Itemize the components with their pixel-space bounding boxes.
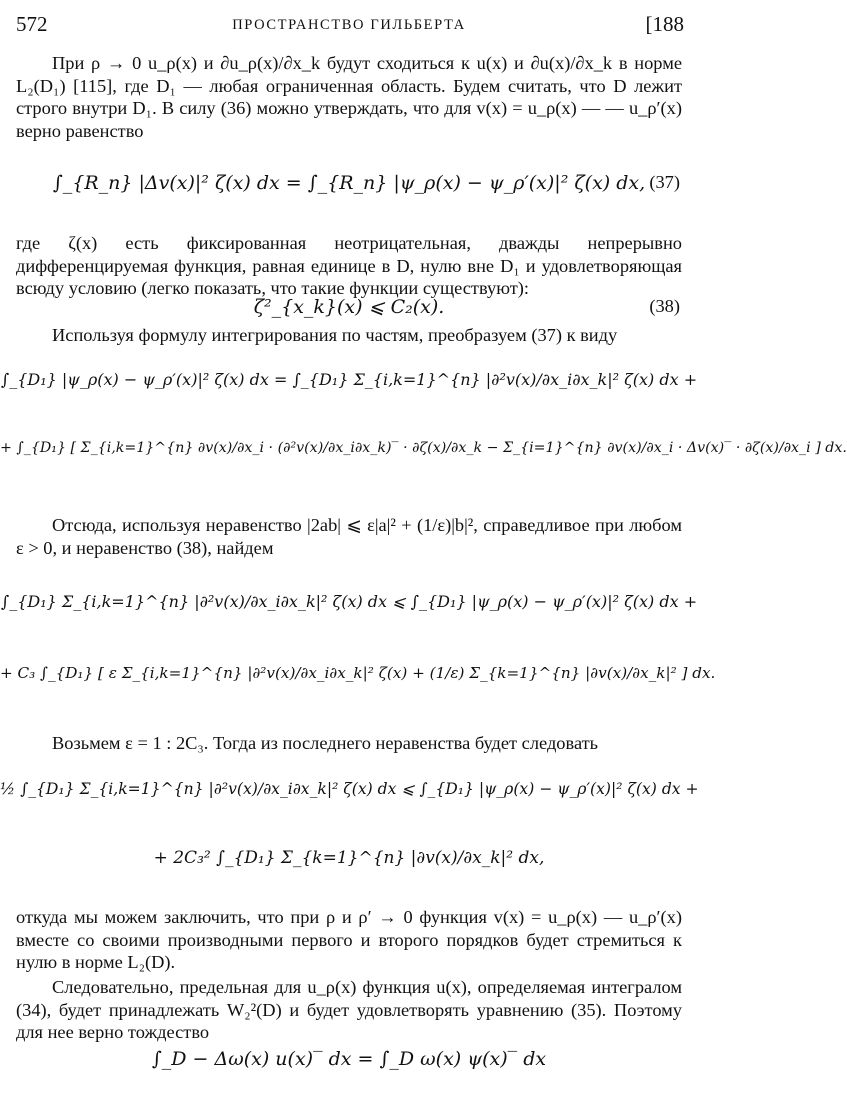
equation-37-body: ∫_{R_n} |Δv(x)|² ζ(x) dx = ∫_{R_n} |ψ_ρ(x) − ψ_ρ′(x)|² ζ(x) dx,	[52, 172, 646, 194]
equation-parts-line-2	[0, 440, 847, 480]
paragraph-5: Возьмем ε = 1 : 2C₃. Тогда из последнего неравенства будет следовать	[52, 733, 599, 753]
equation-37	[0, 172, 698, 212]
equation-half-line-1-body: ½ ∫_{D₁} Σ_{i,k=1}^{n} |∂²v(x)/∂x_i∂x_k|² ζ(x) dx ⩽ ∫_{D₁} |ψ_ρ(x) − ψ_ρ′(x)|² ζ(x) dx +	[0, 780, 699, 798]
paragraph-1: При ρ → 0 u_ρ(x) и ∂u_ρ(x)/∂x_k будут сходиться к u(x) и ∂u(x)/∂x_k в норме L₂(D₁) [115], где D₁ — любая ограниченная область. Будем считать, что D лежит строго внутри D₁. В силу (36) можно утверждать, что для v(x) = u_ρ(x) — — u_ρ′(x) верно равенство	[16, 53, 682, 141]
section-number: [188	[645, 12, 684, 36]
paragraph-3: Используя формулу интегрирования по частям, преобразуем (37) к виду	[52, 325, 618, 345]
equation-half-line-1	[0, 780, 698, 820]
paragraph-6: откуда мы можем заключить, что при ρ и ρ′ → 0 функция v(x) = u_ρ(x) — u_ρ′(x) вместе со своими производными первого и второго порядков будет стремиться к нулю в норме L₂(D).	[16, 907, 682, 972]
paragraph-4: Отсюда, используя неравенство |2ab| ⩽ ε|a|² + (1/ε)|b|², справедливое при любом ε > 0, и неравенство (38), найдем	[16, 515, 682, 558]
equation-38-number: (38)	[649, 296, 680, 316]
equation-inequality-line-2	[0, 664, 716, 704]
equation-half-line-2	[0, 848, 698, 888]
equation-38-body: ζ²_{x_k}(x) ⩽ C₂(x).	[253, 296, 445, 318]
equation-final-body: ∫_D − Δω(x) u(x)‾ dx = ∫_D ω(x) ψ(x)‾ dx	[151, 1048, 547, 1070]
equation-37-number: (37)	[649, 172, 680, 192]
equation-inequality-line-2-body: + C₃ ∫_{D₁} [ ε Σ_{i,k=1}^{n} |∂²v(x)/∂x_i∂x_k|² ζ(x) + (1/ε) Σ_{k=1}^{n} |∂v(x)/∂x_k|² ] dx.	[0, 664, 716, 682]
paragraph-2: где ζ(x) есть фиксированная неотрицательная, дважды непрерывно дифференцируемая функция, равная единице в D, нулю вне D₁ и удовлетворяющая всюду условию (легко показать, что такие функции существуют):	[16, 233, 682, 298]
running-title: ПРОСТРАНСТВО ГИЛЬБЕРТА	[232, 17, 466, 33]
equation-parts-line-2-body: + ∫_{D₁} [ Σ_{i,k=1}^{n} ∂v(x)/∂x_i · (∂²v(x)/∂x_i∂x_k)‾ · ∂ζ(x)/∂x_k − Σ_{i=1}^{n} ∂v(x)/∂x_i · Δv(x)‾ · ∂ζ(x)/∂x_i ] dx.	[0, 440, 847, 456]
equation-half-line-2-body: + 2C₃² ∫_{D₁} Σ_{k=1}^{n} |∂v(x)/∂x_k|² dx,	[153, 848, 545, 868]
equation-parts-line-1	[0, 370, 698, 410]
equation-parts-line-1-body: ∫_{D₁} |ψ_ρ(x) − ψ_ρ′(x)|² ζ(x) dx = ∫_{D₁} Σ_{i,k=1}^{n} |∂²v(x)/∂x_i∂x_k|² ζ(x) dx +	[0, 370, 698, 389]
equation-final	[0, 1048, 698, 1088]
equation-inequality-line-1	[0, 592, 698, 632]
page-number: 572	[16, 12, 48, 36]
paragraph-7: Следовательно, предельная для u_ρ(x) функция u(x), определяемая интегралом (34), будет принадлежать W₂²(D) и будет удовлетворять уравнению (35). Поэтому для нее верно тождество	[16, 977, 682, 1042]
equation-inequality-line-1-body: ∫_{D₁} Σ_{i,k=1}^{n} |∂²v(x)/∂x_i∂x_k|² ζ(x) dx ⩽ ∫_{D₁} |ψ_ρ(x) − ψ_ρ′(x)|² ζ(x) dx +	[0, 592, 698, 611]
